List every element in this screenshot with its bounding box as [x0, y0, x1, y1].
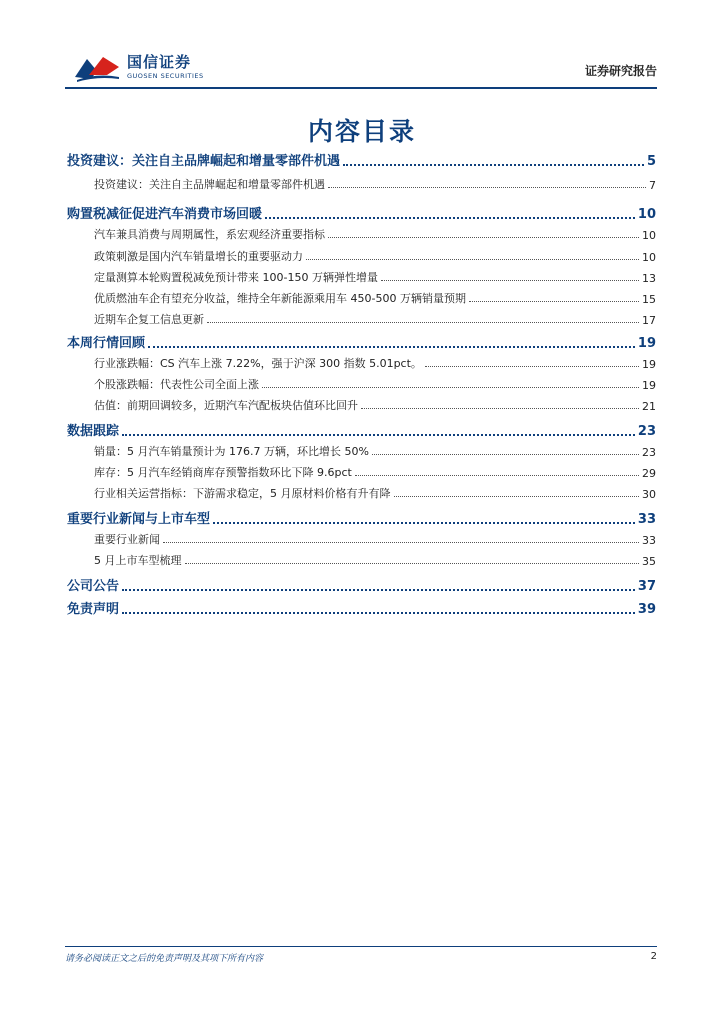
toc-entry-page: 5 [646, 154, 656, 169]
toc-entry-title: 汽车兼具消费与周期属性，系宏观经济重要指标 [94, 228, 325, 241]
toc-entry-title: 行业涨跌幅：CS 汽车上涨 7.22%，强于沪深 300 指数 5.01pct。 [94, 357, 422, 370]
toc-subsection-entry[interactable] [94, 376, 656, 392]
logo-company-name: 国信证券 [127, 53, 192, 71]
toc-entry-title: 估值：前期回调较多，近期汽车汽配板块估值环比回升 [94, 399, 358, 412]
toc-leader-dots [381, 280, 639, 281]
toc-entry-page: 21 [642, 400, 656, 413]
toc-entry-page: 13 [642, 272, 656, 285]
toc-entry-page: 7 [649, 179, 656, 192]
toc-subsection-entry[interactable] [94, 248, 656, 264]
toc-entry-title: 行业相关运营指标：下游需求稳定，5 月原材料价格有升有降 [94, 487, 391, 500]
toc-leader-dots [343, 164, 644, 166]
toc-entry-title: 库存：5 月汽车经销商库存预警指数环比下降 9.6pct [94, 466, 352, 479]
toc-entry-title: 定量测算本轮购置税减免预计带来 100-150 万辆弹性增量 [94, 271, 378, 284]
toc-leader-dots [207, 322, 639, 323]
report-type-label: 证券研究报告 [584, 64, 657, 78]
toc-entry-page: 19 [637, 336, 656, 351]
toc-entry-page: 37 [637, 579, 656, 594]
toc-section-entry[interactable] [67, 420, 656, 439]
toc-entry-page: 39 [637, 602, 656, 617]
toc-entry-page: 17 [642, 314, 656, 327]
logo-english-name: GUOSEN SECURITIES [127, 72, 204, 80]
toc-entry-title: 5 月上市车型梳理 [94, 554, 182, 567]
toc-leader-dots [262, 387, 639, 388]
toc-subsection-entry[interactable] [94, 176, 656, 192]
toc-leader-dots [213, 522, 635, 524]
toc-entry-title: 本周行情回顾 [67, 336, 146, 351]
toc-entry-page: 19 [642, 379, 656, 392]
toc-entry-title: 重要行业新闻 [94, 533, 160, 546]
toc-entry-page: 23 [637, 424, 656, 439]
toc-leader-dots [425, 366, 639, 367]
toc-section-entry[interactable] [67, 575, 656, 594]
toc-entry-title: 投资建议：关注自主品牌崛起和增量零部件机遇 [67, 154, 341, 169]
toc-subsection-entry[interactable] [94, 397, 656, 413]
toc-entry-title: 政策刺激是国内汽车销量增长的重要驱动力 [94, 250, 303, 263]
toc-subsection-entry[interactable] [94, 311, 656, 327]
toc-leader-dots [372, 454, 639, 455]
toc-section-entry[interactable] [67, 203, 656, 222]
toc-entry-page: 33 [642, 534, 656, 547]
toc-entry-page: 10 [637, 207, 656, 222]
toc-leader-dots [328, 237, 639, 238]
toc-leader-dots [361, 408, 639, 409]
toc-entry-page: 23 [642, 446, 656, 459]
toc-section-entry[interactable] [67, 332, 656, 351]
toc-entry-title: 免责声明 [67, 602, 120, 617]
toc-leader-dots [394, 496, 640, 497]
toc-entry-title: 公司公告 [67, 579, 120, 594]
toc-leader-dots [265, 217, 635, 219]
toc-entry-page: 35 [642, 555, 656, 568]
toc-entry-title: 购置税减征促进汽车消费市场回暖 [67, 207, 263, 222]
toc-entry-page: 19 [642, 358, 656, 371]
toc-subsection-entry[interactable] [94, 531, 656, 547]
toc-leader-dots [355, 475, 639, 476]
page-number: 2 [650, 951, 657, 962]
toc-leader-dots [148, 346, 635, 348]
toc-subsection-entry[interactable] [94, 443, 656, 459]
toc-subsection-entry[interactable] [94, 226, 656, 242]
toc-section-entry[interactable] [67, 508, 656, 527]
toc-subsection-entry[interactable] [94, 269, 656, 285]
toc-subsection-entry[interactable] [94, 552, 656, 568]
toc-entry-title: 重要行业新闻与上市车型 [67, 512, 211, 527]
toc-entry-title: 优质燃油车企有望充分收益，维持全年新能源乘用车 450-500 万辆销量预期 [94, 292, 466, 305]
toc-leader-dots [185, 563, 640, 564]
toc-leader-dots [469, 301, 639, 302]
toc-entry-title: 近期车企复工信息更新 [94, 313, 204, 326]
toc-entry-page: 29 [642, 467, 656, 480]
toc-entry-page: 30 [642, 488, 656, 501]
toc-section-entry[interactable] [67, 150, 656, 169]
footer-divider [65, 946, 657, 947]
toc-entry-title: 数据跟踪 [67, 424, 120, 439]
toc-subsection-entry[interactable] [94, 464, 656, 480]
toc-entry-title: 投资建议：关注自主品牌崛起和增量零部件机遇 [94, 178, 325, 191]
toc-leader-dots [122, 434, 635, 436]
toc-entry-page: 15 [642, 293, 656, 306]
toc-section-entry[interactable] [67, 598, 656, 617]
toc-subsection-entry[interactable] [94, 290, 656, 306]
toc-title: 内容目录 [307, 117, 416, 146]
toc-entry-page: 10 [642, 229, 656, 242]
toc-leader-dots [163, 542, 639, 543]
toc-subsection-entry[interactable] [94, 355, 656, 371]
toc-leader-dots [122, 589, 635, 591]
footer-disclaimer-note: 请务必阅读正文之后的免责声明及其项下所有内容 [65, 954, 264, 964]
toc-leader-dots [122, 612, 635, 614]
toc-entry-title: 个股涨跌幅：代表性公司全面上涨 [94, 378, 259, 391]
toc-subsection-entry[interactable] [94, 485, 656, 501]
toc-entry-page: 33 [637, 512, 656, 527]
toc-leader-dots [306, 259, 639, 260]
toc-entry-title: 销量：5 月汽车销量预计为 176.7 万辆，环比增长 50% [94, 445, 369, 458]
toc-entry-page: 10 [642, 251, 656, 264]
toc-leader-dots [328, 187, 646, 188]
